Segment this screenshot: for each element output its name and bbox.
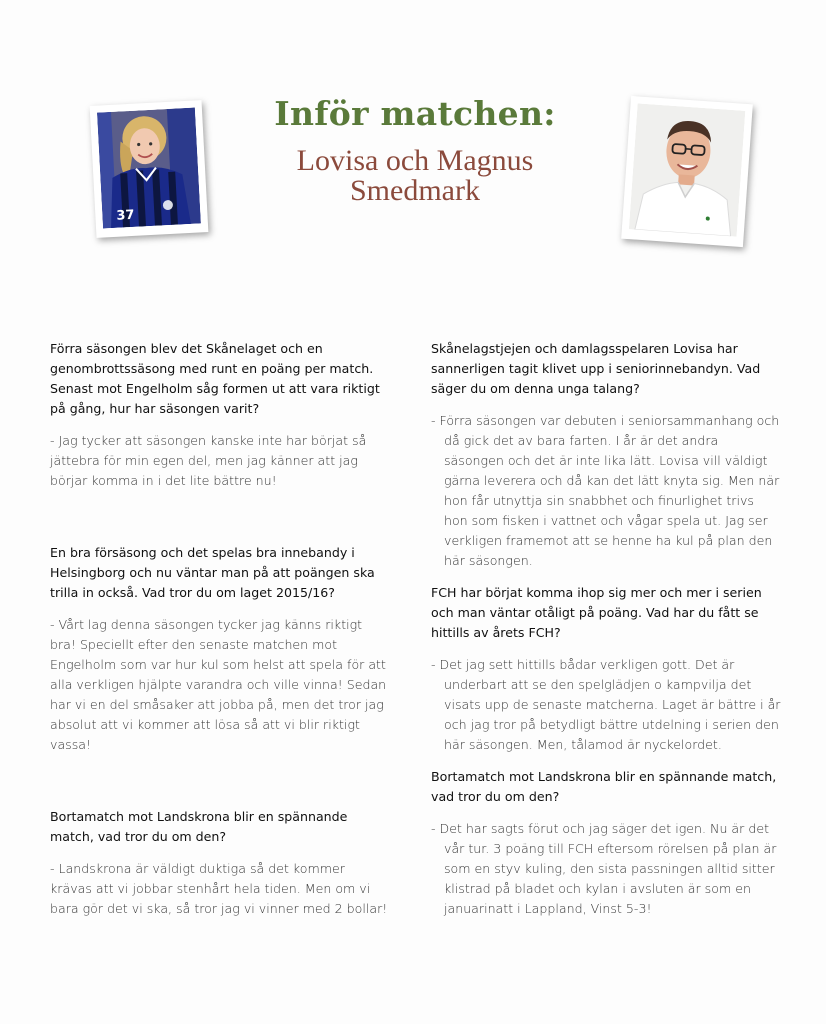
coach-photo-image: [629, 103, 746, 237]
header: [230, 92, 600, 206]
question-5: FCH har börjat komma ihop sig mer och mer i serien och man väntar otåligt på poäng. Vad har du fått se hittills av årets FCH?: [431, 585, 762, 640]
page-title: Inför matchen:: [274, 94, 556, 133]
answer-5: - Det jag sett hittills bådar verkligen gott. Det är underbart att se den spelglädjen o kampvilja det visats upp de senaste matcherna. Laget är bättre i år och jag tror på betydligt bättre utdelning i serien den här säsongen. Men, tålamod är nyckelordet.: [431, 657, 781, 752]
question-4: Skånelagstjejen och damlagsspelaren Lovisa har sannerligen tagit klivet upp i seniorinnebandyn. Vad säger du om denna unga talang?: [431, 341, 761, 396]
answer-3: - Landskrona är väldigt duktiga så det kommer krävas att vi jobbar stenhårt hela tiden. Men om vi bara gör det vi ska, så tror jag vi vinner med 2 bollar!: [50, 861, 388, 916]
question-6: Bortamatch mot Landskrona blir en spännande match, vad tror du om den?: [431, 769, 777, 804]
coach-photo: [621, 96, 753, 247]
player-portrait-drawing: [97, 108, 201, 229]
answer-1: - Jag tycker att säsongen kanske inte har börjat så jättebra för min egen del, men jag känner att jag börjar komma in i det lite bättre nu!: [50, 433, 367, 488]
left-column: [50, 339, 390, 919]
question-3: Bortamatch mot Landskrona blir en spännande match, vad tror du om den?: [50, 809, 348, 844]
right-column: [431, 339, 781, 919]
answer-2: - Vårt lag denna säsongen tycker jag känns riktigt bra! Speciellt efter den senaste matchen mot Engelholm som var hur kul som helst att spela för att alla verkligen hjälpte varandra och ville vinna! Sedan har vi en del småsaker att jobba på, men det tror jag absolut att vi kommer att lösa så att vi blir riktigt vassa!: [50, 617, 387, 752]
page-subtitle: [230, 146, 600, 206]
player-photo-image: [97, 108, 201, 229]
shirt-number: 37: [116, 207, 135, 224]
question-2: En bra försäsong och det spelas bra innebandy i Helsingborg och nu väntar man på att poängen ska trilla in också. Vad tror du om laget 2015/16?: [50, 545, 375, 600]
answer-4: - Förra säsongen var debuten i seniorsammanhang och då gick det av bara farten. I år är det andra säsongen och det är inte lika lätt. Lovisa vill väldigt gärna leverera och då kan det lätt knyta sig. Men när hon får utnyttja sin snabbhet och finurlighet trivs hon som fisken i vattnet och vågar spela ut. Jag ser verkligen framemot att se henne ha kul på plan den här säsongen.: [431, 413, 780, 568]
coach-portrait-drawing: [629, 103, 746, 236]
subtitle-line-1: Lovisa och Magnus: [296, 144, 534, 177]
answer-6: - Det har sagts förut och jag säger det igen. Nu är det vår tur. 3 poäng till FCH eftersom rörelsen på plan är som en styv kuling, den sista passningen alltid sitter klistrad på bladet och kylan i avsluten är som en januarinatt i Lappland, Vinst 5-3!: [431, 821, 777, 916]
subtitle-line-2: Smedmark: [350, 174, 480, 207]
question-1: Förra säsongen blev det Skånelaget och en genombrottssäsong med runt en poäng per match. Senast mot Engelholm såg formen ut att vara riktigt på gång, hur har säsongen varit?: [50, 341, 380, 416]
player-photo: [90, 100, 209, 238]
